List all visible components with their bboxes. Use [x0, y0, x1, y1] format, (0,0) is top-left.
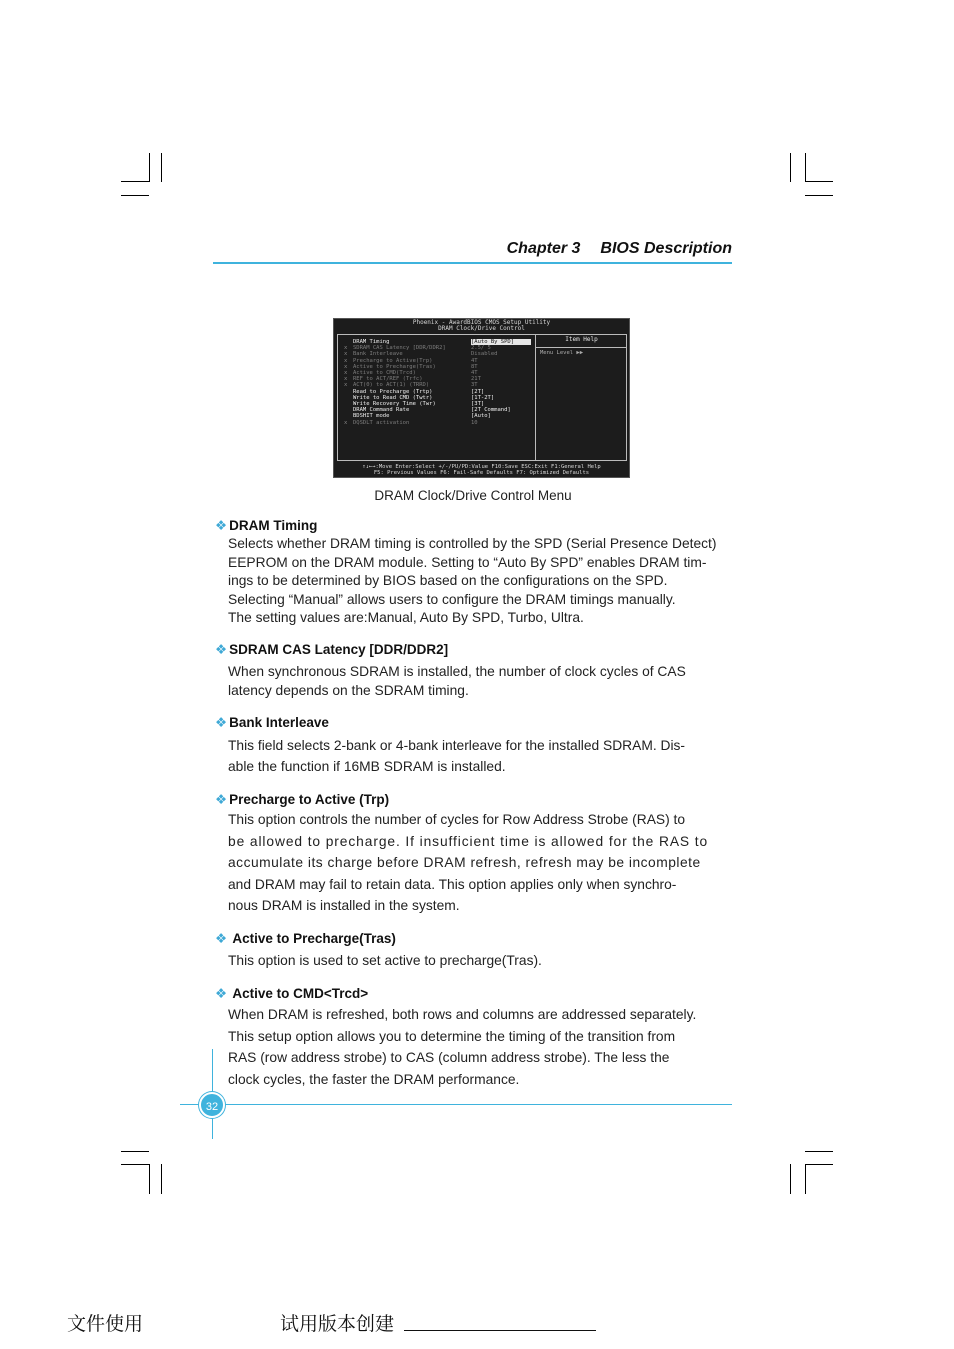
section-body: When DRAM is refreshed, both rows and columns are addressed separately. This setup option allows you to determine the timing of the transition from RAS (row address strobe) to CAS (column address strobe). The less the clock cycles, the faster the DRAM performance.: [228, 1007, 697, 1087]
diamond-bullet-icon: ❖: [215, 642, 228, 657]
bios-menu-row: [344, 358, 534, 364]
bios-row-value: 2.5/ 5: [471, 345, 491, 352]
crop-mark: [161, 153, 162, 182]
figure-caption: DRAM Clock/Drive Control Menu: [374, 488, 572, 503]
crop-mark: [805, 195, 833, 196]
bios-help-title: Item Help: [565, 336, 598, 343]
bios-row-value: [2T Command]: [471, 407, 511, 414]
section-bank-interleave: [215, 714, 735, 777]
crop-mark: [805, 1164, 833, 1165]
bios-row-marker: x: [344, 419, 348, 426]
bios-menu-row: [344, 339, 534, 345]
watermark-underline: [404, 1330, 596, 1331]
crop-mark: [121, 1164, 149, 1165]
crop-mark: [149, 153, 150, 182]
bios-row-marker: x: [344, 382, 348, 389]
section-active-to-precharge: [215, 930, 735, 970]
diamond-bullet-icon: ❖: [215, 715, 228, 730]
crop-mark: [121, 181, 149, 182]
bios-row-label: REF to ACT/REF (Trfc): [353, 376, 423, 383]
watermark-left: 文件使用: [67, 1313, 144, 1335]
bios-row-label: BDSHIT mode: [353, 413, 390, 420]
crop-mark: [121, 1151, 149, 1152]
bios-row-label: Bank Interleave: [353, 351, 403, 358]
bios-menu-row: [344, 420, 534, 426]
bios-row-marker: x: [344, 363, 348, 370]
bios-row-label: Active to Precharge(Tras): [353, 363, 436, 370]
bios-row-label: Write to Read CMD (Twtr): [353, 394, 433, 401]
section-heading: ❖ Active to Precharge(Tras): [215, 931, 396, 946]
watermark-right: 试用版本创建: [280, 1313, 395, 1335]
bios-row-value: 10: [471, 419, 478, 426]
bios-row-marker: x: [344, 351, 348, 358]
bios-row-label: ACT(0) to ACT(1) (TRRD): [353, 382, 430, 389]
crop-mark: [121, 195, 149, 196]
page-number: 32: [199, 1092, 225, 1118]
bios-menu-row: [344, 376, 534, 382]
crop-mark: [805, 1164, 806, 1194]
bios-menu-row: [344, 382, 534, 388]
bios-row-label: Precharge to Active(Trp): [353, 357, 433, 364]
diamond-bullet-icon: ❖: [215, 792, 228, 807]
bios-row-label: SDRAM CAS Latency [DDR/DDR2]: [353, 345, 446, 352]
section-active-to-cmd: [215, 985, 735, 1090]
bios-menu-row: [344, 413, 534, 419]
section-heading: ❖ Active to CMD<Trcd>: [215, 986, 369, 1001]
bios-row-value: 4T: [471, 357, 478, 364]
bios-row-value: 3T: [471, 382, 478, 389]
bios-row-value: 4T: [471, 370, 478, 376]
bios-subtitle: DRAM Clock/Drive Control: [438, 325, 525, 332]
diamond-bullet-icon: ❖: [215, 931, 228, 946]
section-dram-timing: [215, 517, 735, 628]
bios-footer-defaults: F5: Previous Values F6: Fail-Safe Defaults F7: Optimized Defaults: [373, 470, 590, 476]
bios-row-label: Read to Precharge (Trtp): [353, 388, 433, 395]
bios-row-value: [1T-2T]: [471, 394, 495, 401]
bios-menu-row: [344, 345, 534, 351]
bios-menu-row: [344, 407, 534, 413]
bios-help-divider: [536, 347, 627, 348]
running-header: [213, 238, 732, 264]
bios-divider: [535, 334, 536, 461]
bios-menu-row: [344, 401, 534, 407]
bios-row-value: 8T: [471, 363, 478, 370]
diamond-bullet-icon: ❖: [215, 986, 228, 1001]
bios-row-label: Write Recovery Time (Twr): [353, 401, 436, 407]
section-body: Selects whether DRAM timing is controlled by the SPD (Serial Presence Detect) EEPROM on the DRAM module. Setting to “Auto By SPD” enables DRAM tim- ings to be determined by BIOS based on the configurations on the SPD. Selecting “Manual” allows users to configure the DRAM timings manually. The setting values are:Manual, Auto By SPD, Turbo, Ultra.: [228, 536, 717, 626]
bios-menu-row: [344, 395, 534, 401]
chapter-title: BIOS Description: [600, 240, 732, 257]
bios-row-marker: x: [344, 370, 348, 376]
section-body: This option is used to set active to precharge(Tras).: [228, 953, 542, 968]
section-body: This field selects 2-bank or 4-bank interleave for the installed SDRAM. Dis- able the function if 16MB SDRAM is installed.: [228, 738, 686, 774]
bios-row-marker: x: [344, 345, 348, 352]
section-precharge-to-active: [215, 791, 735, 917]
section-body: When synchronous SDRAM is installed, the number of clock cycles of CAS latency depends on the SDRAM timing.: [228, 664, 686, 698]
bios-footer-keys: ↑↓←→:Move Enter:Select +/-/PU/PD:Value F10:Save ESC:Exit F1:General Help: [362, 464, 601, 470]
crop-mark: [805, 153, 806, 182]
bios-screenshot: [333, 318, 630, 478]
bios-help-text: Menu Level ▶▶: [540, 350, 584, 356]
footer-rule: [180, 1104, 732, 1105]
bios-row-value: [Auto By SPD]: [471, 339, 531, 345]
bios-row-value: 21T: [471, 376, 481, 383]
crop-mark: [161, 1164, 162, 1194]
bios-row-marker: x: [344, 376, 348, 383]
bios-menu-row: [344, 351, 534, 357]
section-sdram-cas-latency: [215, 641, 735, 700]
crop-mark: [805, 181, 833, 182]
bios-row-value: [Auto]: [471, 413, 491, 420]
bios-menu-row: [344, 364, 534, 370]
crop-mark: [790, 153, 791, 182]
bios-row-value: [3T]: [471, 401, 485, 407]
section-heading: ❖ Bank Interleave: [215, 715, 329, 730]
chapter-heading: [507, 240, 732, 258]
section-heading: ❖ Precharge to Active (Trp): [215, 792, 390, 807]
bios-menu-row: [344, 389, 534, 395]
crop-mark: [805, 1151, 833, 1152]
crop-mark: [790, 1164, 791, 1194]
section-body: This option controls the number of cycles for Row Address Strobe (RAS) to be allowed to precharge. If insufficient time is allowed for the RAS to accumulate its charge before DRAM refresh, refresh may be incomplete and DRAM may fail to retain data. This option applies only when synchro- nous DRAM is installed in the system.: [228, 812, 709, 913]
section-heading: ❖ DRAM Timing: [215, 518, 318, 533]
bios-row-label: DRAM Timing: [353, 339, 390, 345]
bios-title: Phoenix - AwardBIOS CMOS Setup Utility: [412, 319, 551, 326]
bios-row-label: Active to CMD(Trcd): [353, 370, 416, 376]
bios-row-marker: x: [344, 357, 348, 364]
diamond-bullet-icon: ❖: [215, 518, 228, 533]
bios-row-value: [2T]: [471, 388, 485, 395]
chapter-number: Chapter 3: [506, 240, 581, 257]
bios-row-value: Disabled: [471, 351, 498, 358]
bios-row-label: DRAM Command Rate: [353, 407, 410, 414]
section-heading: ❖ SDRAM CAS Latency [DDR/DDR2]: [215, 642, 449, 657]
bios-row-label: DQSDLT activation: [353, 419, 410, 426]
bios-menu-row: [344, 370, 534, 376]
crop-mark: [149, 1164, 150, 1194]
